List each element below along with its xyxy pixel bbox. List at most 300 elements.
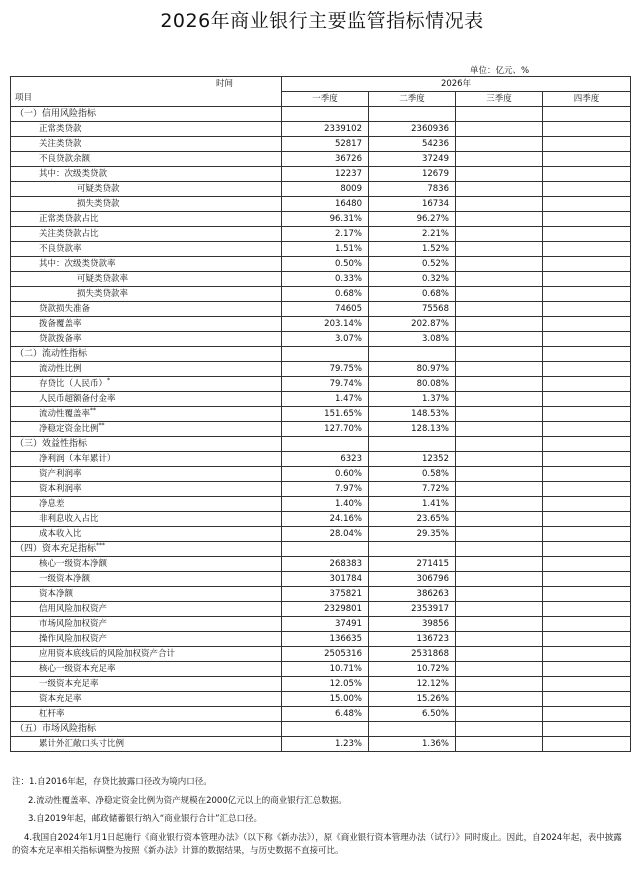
table-row bbox=[11, 602, 631, 617]
value-q2: 2.21% bbox=[369, 227, 456, 242]
value-q2: 23.65% bbox=[369, 512, 456, 527]
value-q4 bbox=[543, 677, 631, 692]
section-title bbox=[11, 107, 282, 122]
row-label bbox=[11, 182, 282, 197]
value-q4 bbox=[543, 587, 631, 602]
empty-cell bbox=[543, 542, 631, 557]
footnote-2: 2.流动性覆盖率、净稳定资金比例为资产规模在2000亿元以上的商业银行汇总数据。 bbox=[28, 795, 347, 806]
value-q3 bbox=[456, 317, 543, 332]
value-q2: 1.52% bbox=[369, 242, 456, 257]
value-q4 bbox=[543, 407, 631, 422]
row-label-text: 关注类贷款占比 bbox=[39, 228, 99, 239]
row-label-text: 存贷比（人民币） bbox=[39, 378, 108, 389]
value-q4 bbox=[543, 302, 631, 317]
value-q2: 128.13% bbox=[369, 422, 456, 437]
section-title-text: （三）效益性指标 bbox=[15, 438, 88, 449]
value-q2: 0.58% bbox=[369, 467, 456, 482]
value-q2: 80.08% bbox=[369, 377, 456, 392]
value-q3 bbox=[456, 257, 543, 272]
value-q1: 8009 bbox=[282, 182, 369, 197]
value-q3 bbox=[456, 617, 543, 632]
table-row bbox=[11, 362, 631, 377]
table-row bbox=[11, 512, 631, 527]
value-q4 bbox=[543, 392, 631, 407]
value-q3 bbox=[456, 482, 543, 497]
section-title bbox=[11, 542, 282, 557]
value-q2: 29.35% bbox=[369, 527, 456, 542]
row-label-text: 关注类贷款 bbox=[39, 138, 82, 149]
value-q3 bbox=[456, 467, 543, 482]
value-q4 bbox=[543, 602, 631, 617]
value-q2: 1.41% bbox=[369, 497, 456, 512]
value-q1: 15.00% bbox=[282, 692, 369, 707]
footnote-3: 3.自2019年起，邮政储蓄银行纳入“商业银行合计”汇总口径。 bbox=[28, 814, 263, 824]
value-q4 bbox=[543, 212, 631, 227]
value-q4 bbox=[543, 272, 631, 287]
value-q4 bbox=[543, 377, 631, 392]
value-q3 bbox=[456, 272, 543, 287]
value-q3 bbox=[456, 377, 543, 392]
value-q1: 375821 bbox=[282, 587, 369, 602]
value-q3 bbox=[456, 497, 543, 512]
value-q2: 136723 bbox=[369, 632, 456, 647]
empty-cell bbox=[543, 347, 631, 362]
value-q2: 2360936 bbox=[369, 122, 456, 137]
table-row bbox=[11, 302, 631, 317]
value-q4 bbox=[543, 662, 631, 677]
value-q1: 6.48% bbox=[282, 707, 369, 722]
row-label bbox=[11, 167, 282, 182]
value-q3 bbox=[456, 737, 543, 752]
empty-cell bbox=[456, 542, 543, 557]
row-label-text: 其中：次级类贷款率 bbox=[39, 258, 116, 269]
value-q4 bbox=[543, 647, 631, 662]
row-label-text: 不良贷款余额 bbox=[39, 153, 91, 164]
table-row bbox=[11, 422, 631, 437]
row-label-text: 净稳定资金比例 bbox=[39, 423, 99, 434]
row-label bbox=[11, 122, 282, 137]
section-title-sup: *** bbox=[96, 541, 106, 549]
row-label bbox=[11, 152, 282, 167]
value-q4 bbox=[543, 317, 631, 332]
value-q2: 202.87% bbox=[369, 317, 456, 332]
section-title-text: （四）资本充足指标 bbox=[15, 543, 97, 554]
table-row bbox=[11, 272, 631, 287]
value-q3 bbox=[456, 242, 543, 257]
table-row bbox=[11, 317, 631, 332]
value-q1: 7.97% bbox=[282, 482, 369, 497]
row-label-text: 人民币超额备付金率 bbox=[39, 393, 116, 404]
value-q3 bbox=[456, 512, 543, 527]
empty-cell bbox=[369, 107, 456, 122]
value-q3 bbox=[456, 227, 543, 242]
page-title: 2026年商业银行主要监管指标情况表 bbox=[160, 10, 484, 32]
row-label bbox=[11, 332, 282, 347]
row-label bbox=[11, 737, 282, 752]
row-label bbox=[11, 272, 282, 287]
row-label-text: 净利润（本年累计） bbox=[39, 453, 116, 464]
row-label-text: 可疑类贷款率 bbox=[77, 273, 129, 284]
header-time: 时间 bbox=[11, 77, 282, 92]
table-row bbox=[11, 737, 631, 752]
footnote-1: 注：1.自2016年起，存贷比披露口径改为境内口径。 bbox=[12, 777, 212, 787]
empty-cell bbox=[282, 542, 369, 557]
value-q3 bbox=[456, 362, 543, 377]
value-q4 bbox=[543, 707, 631, 722]
row-label bbox=[11, 377, 282, 392]
empty-cell bbox=[282, 722, 369, 737]
value-q3 bbox=[456, 332, 543, 347]
table-row bbox=[11, 392, 631, 407]
section-title bbox=[11, 437, 282, 452]
value-q1: 1.47% bbox=[282, 392, 369, 407]
value-q1: 28.04% bbox=[282, 527, 369, 542]
row-label-text: 净息差 bbox=[39, 498, 65, 509]
table-row bbox=[11, 212, 631, 227]
row-label bbox=[11, 452, 282, 467]
row-label-text: 资本净额 bbox=[39, 588, 74, 599]
empty-cell bbox=[369, 347, 456, 362]
row-label bbox=[11, 662, 282, 677]
value-q1: 36726 bbox=[282, 152, 369, 167]
value-q4 bbox=[543, 737, 631, 752]
table-row bbox=[11, 377, 631, 392]
row-label bbox=[11, 407, 282, 422]
value-q2: 386263 bbox=[369, 587, 456, 602]
table-row bbox=[11, 452, 631, 467]
empty-cell bbox=[456, 347, 543, 362]
row-label-text: 正常类贷款占比 bbox=[39, 213, 99, 224]
value-q2: 7836 bbox=[369, 182, 456, 197]
row-label-text: 流动性比例 bbox=[39, 363, 82, 374]
value-q1: 2505316 bbox=[282, 647, 369, 662]
value-q4 bbox=[543, 122, 631, 137]
row-label bbox=[11, 392, 282, 407]
value-q1: 0.33% bbox=[282, 272, 369, 287]
row-label bbox=[11, 242, 282, 257]
row-label-sup: ** bbox=[98, 421, 105, 429]
row-label-text: 核心一级资本净额 bbox=[39, 558, 108, 569]
row-label bbox=[11, 707, 282, 722]
row-label-text: 累计外汇敞口头寸比例 bbox=[39, 738, 125, 749]
value-q3 bbox=[456, 527, 543, 542]
value-q1: 2.17% bbox=[282, 227, 369, 242]
section-title-text: （一）信用风险指标 bbox=[15, 108, 97, 119]
row-label bbox=[11, 602, 282, 617]
value-q2: 96.27% bbox=[369, 212, 456, 227]
value-q2: 306796 bbox=[369, 572, 456, 587]
section-title-text: （二）流动性指标 bbox=[15, 348, 88, 359]
value-q4 bbox=[543, 557, 631, 572]
value-q2: 10.72% bbox=[369, 662, 456, 677]
header-row-bottom bbox=[11, 92, 631, 107]
row-label-text: 应用资本底线后的风险加权资产合计 bbox=[39, 648, 176, 659]
table-row bbox=[11, 467, 631, 482]
table-row bbox=[11, 287, 631, 302]
unit-note: 单位：亿元、% bbox=[470, 66, 530, 76]
row-label-text: 市场风险加权资产 bbox=[39, 618, 108, 629]
section-row bbox=[11, 542, 631, 557]
header-year: 2026年 bbox=[282, 77, 631, 92]
value-q2: 0.52% bbox=[369, 257, 456, 272]
row-label-text: 成本收入比 bbox=[39, 528, 82, 539]
table-row bbox=[11, 227, 631, 242]
table-row bbox=[11, 167, 631, 182]
value-q2: 15.26% bbox=[369, 692, 456, 707]
value-q3 bbox=[456, 602, 543, 617]
value-q3 bbox=[456, 392, 543, 407]
table-row bbox=[11, 137, 631, 152]
empty-cell bbox=[543, 722, 631, 737]
table-row bbox=[11, 587, 631, 602]
table-row bbox=[11, 617, 631, 632]
value-q1: 0.68% bbox=[282, 287, 369, 302]
value-q3 bbox=[456, 137, 543, 152]
value-q3 bbox=[456, 167, 543, 182]
empty-cell bbox=[282, 437, 369, 452]
row-label bbox=[11, 197, 282, 212]
row-label-text: 资本利润率 bbox=[39, 483, 82, 494]
table-row bbox=[11, 482, 631, 497]
value-q4 bbox=[543, 497, 631, 512]
value-q2: 16734 bbox=[369, 197, 456, 212]
value-q2: 271415 bbox=[369, 557, 456, 572]
row-label-text: 不良贷款率 bbox=[39, 243, 82, 254]
value-q3 bbox=[456, 287, 543, 302]
value-q1: 127.70% bbox=[282, 422, 369, 437]
row-label bbox=[11, 302, 282, 317]
row-label bbox=[11, 527, 282, 542]
value-q3 bbox=[456, 587, 543, 602]
row-label bbox=[11, 482, 282, 497]
table-row bbox=[11, 677, 631, 692]
row-label-text: 一级资本充足率 bbox=[39, 678, 99, 689]
empty-cell bbox=[543, 437, 631, 452]
value-q4 bbox=[543, 512, 631, 527]
value-q3 bbox=[456, 557, 543, 572]
row-label-text: 损失类贷款率 bbox=[77, 288, 129, 299]
value-q2: 0.68% bbox=[369, 287, 456, 302]
empty-cell bbox=[456, 722, 543, 737]
value-q2: 1.37% bbox=[369, 392, 456, 407]
value-q2: 12.12% bbox=[369, 677, 456, 692]
value-q1: 2329801 bbox=[282, 602, 369, 617]
value-q2: 12352 bbox=[369, 452, 456, 467]
row-label bbox=[11, 317, 282, 332]
table-row bbox=[11, 707, 631, 722]
table-row bbox=[11, 632, 631, 647]
header-q2: 二季度 bbox=[369, 92, 456, 107]
value-q1: 79.75% bbox=[282, 362, 369, 377]
row-label-text: 正常类贷款 bbox=[39, 123, 82, 134]
section-row bbox=[11, 107, 631, 122]
value-q2: 148.53% bbox=[369, 407, 456, 422]
value-q1: 12237 bbox=[282, 167, 369, 182]
row-label-text: 损失类贷款 bbox=[77, 198, 120, 209]
value-q2: 2353917 bbox=[369, 602, 456, 617]
row-label bbox=[11, 572, 282, 587]
value-q2: 2531868 bbox=[369, 647, 456, 662]
value-q4 bbox=[543, 632, 631, 647]
value-q1: 6323 bbox=[282, 452, 369, 467]
value-q4 bbox=[543, 242, 631, 257]
row-label bbox=[11, 137, 282, 152]
value-q1: 0.50% bbox=[282, 257, 369, 272]
value-q1: 1.23% bbox=[282, 737, 369, 752]
value-q3 bbox=[456, 572, 543, 587]
row-label-text: 一级资本净额 bbox=[39, 573, 91, 584]
table-row bbox=[11, 497, 631, 512]
row-label bbox=[11, 557, 282, 572]
value-q3 bbox=[456, 197, 543, 212]
row-label bbox=[11, 422, 282, 437]
row-label-sup: * bbox=[107, 376, 111, 384]
row-label-text: 贷款损失准备 bbox=[39, 303, 91, 314]
value-q1: 52817 bbox=[282, 137, 369, 152]
value-q1: 37491 bbox=[282, 617, 369, 632]
value-q3 bbox=[456, 122, 543, 137]
header-q3: 三季度 bbox=[456, 92, 543, 107]
value-q3 bbox=[456, 632, 543, 647]
row-label-text: 其中：次级类贷款 bbox=[39, 168, 108, 179]
empty-cell bbox=[543, 107, 631, 122]
value-q4 bbox=[543, 422, 631, 437]
value-q4 bbox=[543, 692, 631, 707]
table-row bbox=[11, 692, 631, 707]
value-q4 bbox=[543, 467, 631, 482]
empty-cell bbox=[369, 722, 456, 737]
row-label-text: 资本充足率 bbox=[39, 693, 82, 704]
value-q1: 268383 bbox=[282, 557, 369, 572]
value-q1: 301784 bbox=[282, 572, 369, 587]
row-label bbox=[11, 467, 282, 482]
value-q4 bbox=[543, 452, 631, 467]
value-q1: 1.51% bbox=[282, 242, 369, 257]
header-q1: 一季度 bbox=[282, 92, 369, 107]
value-q1: 151.65% bbox=[282, 407, 369, 422]
value-q3 bbox=[456, 302, 543, 317]
header-row-top bbox=[11, 77, 631, 92]
section-title-text: （五）市场风险指标 bbox=[15, 723, 97, 734]
row-label bbox=[11, 632, 282, 647]
table-row bbox=[11, 197, 631, 212]
value-q4 bbox=[543, 527, 631, 542]
value-q4 bbox=[543, 152, 631, 167]
value-q1: 2339102 bbox=[282, 122, 369, 137]
value-q2: 39856 bbox=[369, 617, 456, 632]
value-q3 bbox=[456, 152, 543, 167]
value-q1: 96.31% bbox=[282, 212, 369, 227]
row-label-text: 非利息收入占比 bbox=[39, 513, 99, 524]
value-q2: 54236 bbox=[369, 137, 456, 152]
value-q3 bbox=[456, 677, 543, 692]
row-label bbox=[11, 617, 282, 632]
row-label-text: 拨备覆盖率 bbox=[39, 318, 82, 329]
row-label-text: 贷款拨备率 bbox=[39, 333, 82, 344]
value-q1: 1.40% bbox=[282, 497, 369, 512]
value-q1: 3.07% bbox=[282, 332, 369, 347]
section-row bbox=[11, 347, 631, 362]
row-label bbox=[11, 677, 282, 692]
value-q1: 79.74% bbox=[282, 377, 369, 392]
section-title bbox=[11, 722, 282, 737]
footnote-4: 4.我国自2024年1月1日起施行《商业银行资本管理办法》（以下称《新办法》），原《商业银行资本管理办法（试行）》同时废止。因此，自2024年起，表中披露的资本充足率相关指标调整为按照《新办法》计算的数据结果，与历史数据不直接可比。 bbox=[12, 832, 622, 856]
value-q4 bbox=[543, 332, 631, 347]
empty-cell bbox=[282, 347, 369, 362]
row-label bbox=[11, 227, 282, 242]
section-row bbox=[11, 722, 631, 737]
value-q3 bbox=[456, 692, 543, 707]
value-q4 bbox=[543, 182, 631, 197]
row-label-text: 资产利润率 bbox=[39, 468, 82, 479]
table-row bbox=[11, 572, 631, 587]
section-row bbox=[11, 437, 631, 452]
empty-cell bbox=[369, 542, 456, 557]
table-row bbox=[11, 257, 631, 272]
value-q3 bbox=[456, 452, 543, 467]
value-q3 bbox=[456, 647, 543, 662]
row-label-text: 信用风险加权资产 bbox=[39, 603, 108, 614]
row-label bbox=[11, 212, 282, 227]
value-q4 bbox=[543, 227, 631, 242]
value-q1: 24.16% bbox=[282, 512, 369, 527]
row-label-text: 流动性覆盖率 bbox=[39, 408, 91, 419]
value-q2: 6.50% bbox=[369, 707, 456, 722]
row-label bbox=[11, 362, 282, 377]
value-q1: 203.14% bbox=[282, 317, 369, 332]
value-q2: 12679 bbox=[369, 167, 456, 182]
value-q2: 7.72% bbox=[369, 482, 456, 497]
value-q3 bbox=[456, 212, 543, 227]
value-q1: 136635 bbox=[282, 632, 369, 647]
table-row bbox=[11, 122, 631, 137]
row-label-text: 核心一级资本充足率 bbox=[39, 663, 116, 674]
value-q4 bbox=[543, 572, 631, 587]
empty-cell bbox=[456, 437, 543, 452]
value-q2: 75568 bbox=[369, 302, 456, 317]
table-row bbox=[11, 407, 631, 422]
empty-cell bbox=[456, 107, 543, 122]
section-title bbox=[11, 347, 282, 362]
row-label bbox=[11, 512, 282, 527]
value-q4 bbox=[543, 362, 631, 377]
footnotes bbox=[12, 776, 630, 864]
row-label bbox=[11, 587, 282, 602]
row-label bbox=[11, 692, 282, 707]
empty-cell bbox=[282, 107, 369, 122]
value-q1: 0.60% bbox=[282, 467, 369, 482]
value-q2: 1.36% bbox=[369, 737, 456, 752]
table-row bbox=[11, 662, 631, 677]
empty-cell bbox=[369, 437, 456, 452]
value-q3 bbox=[456, 422, 543, 437]
row-label bbox=[11, 647, 282, 662]
row-label-sup: ** bbox=[90, 406, 97, 414]
value-q4 bbox=[543, 167, 631, 182]
value-q3 bbox=[456, 407, 543, 422]
value-q4 bbox=[543, 197, 631, 212]
value-q2: 0.32% bbox=[369, 272, 456, 287]
row-label-text: 杠杆率 bbox=[39, 708, 65, 719]
row-label bbox=[11, 287, 282, 302]
value-q2: 80.97% bbox=[369, 362, 456, 377]
table-row bbox=[11, 182, 631, 197]
value-q1: 74605 bbox=[282, 302, 369, 317]
value-q3 bbox=[456, 662, 543, 677]
indicator-table bbox=[10, 76, 631, 752]
value-q2: 3.08% bbox=[369, 332, 456, 347]
value-q2: 37249 bbox=[369, 152, 456, 167]
